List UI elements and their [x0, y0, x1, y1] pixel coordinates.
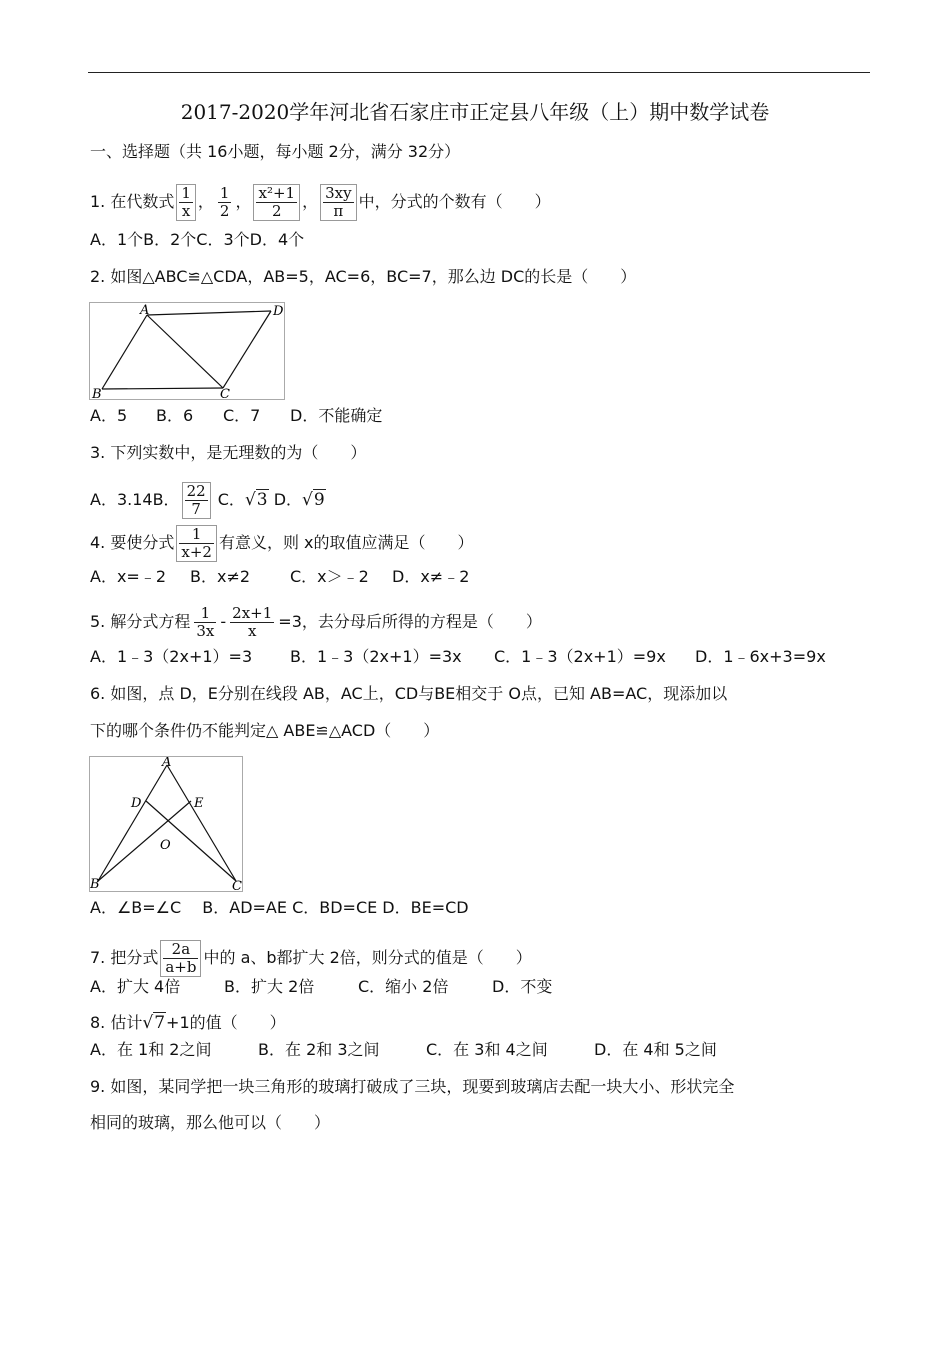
q4-option-c: C．x＞﹣2: [290, 567, 369, 586]
q7-option-a: A．扩大 4倍: [90, 977, 181, 996]
q6-figure-triangle: [89, 756, 243, 892]
question-7: 7. 把分式 $\frac{2a}{a+b}$ 中的 a、b都扩大 2倍，则分式的值是（ ）: [90, 940, 532, 976]
q8-option-c: C．在 3和 4之间: [426, 1040, 548, 1059]
q5-option-b: B．1﹣3（2x+1）=3x: [290, 647, 462, 666]
segment-AC: [167, 765, 236, 881]
q5-fraction-1: $\frac{1}{3x}$: [196, 604, 215, 640]
question-6-line-1: 6. 如图，点 D，E分别在线段 AB，AC上，CD与BE相交于 O点，已知 AB=AC，现添加以: [90, 684, 728, 703]
q8-option-b: B．在 2和 3之间: [258, 1040, 380, 1059]
question-9-line-1: 9. 如图，某同学把一块三角形的玻璃打破成了三块，现要到玻璃店去配一块大小、形状完全: [90, 1077, 735, 1096]
q4-fraction: $\frac{1}{x+2}$: [176, 525, 217, 562]
q4-option-a: A．x=﹣2: [90, 567, 167, 586]
header-rule: [88, 72, 870, 73]
segment-AB: [102, 315, 147, 389]
q4-option-d: D．x≠﹣2: [392, 567, 470, 586]
q2-diagram: [90, 303, 284, 399]
label-C: C: [220, 387, 230, 399]
q5-fraction-2: $\frac{2x+1}{x}$: [232, 604, 273, 640]
question-9-line-2: 相同的玻璃，那么他可以（ ）: [90, 1113, 331, 1132]
q2-option-a: A．5: [90, 406, 128, 425]
question-6-line-2: 下的哪个条件仍不能判定△ ABE≌△ACD（ ）: [90, 721, 440, 740]
q1-fraction-3: $\frac{\text{x²+1}}{2}$: [253, 184, 300, 221]
label-E: E: [194, 796, 204, 811]
label-D: D: [273, 304, 284, 319]
label-B: B: [92, 387, 102, 399]
label-D: D: [131, 796, 142, 811]
question-5: 5. 解分式方程 $\frac{1}{3x}$ - $\frac{2x+1}{x}$ =3，去分母后所得的方程是（ ）: [90, 604, 542, 640]
label-O: O: [160, 838, 171, 853]
question-8: 8. 估计√7+1的值（ ）: [90, 1013, 286, 1033]
label-A: A: [140, 303, 150, 318]
segment-BC: [102, 388, 223, 389]
q3-sqrt-9: √9: [302, 490, 325, 510]
segment-DC: [223, 311, 271, 388]
q3-options: A．3.14B． $\frac{22}{7}$ C．√3 D．√9: [90, 482, 325, 518]
q1-fraction-4: $\frac{3xy}{\pi}$: [320, 184, 356, 221]
q3-fraction: $\frac{22}{7}$: [182, 482, 211, 519]
q6-options: A．∠B=∠C B．AD=AE C．BD=CE D．BE=CD: [90, 898, 469, 917]
q7-option-d: D．不变: [492, 977, 553, 996]
q1-tail: 中，分式的个数有（ ）: [358, 192, 551, 211]
q7-option-b: B．扩大 2倍: [224, 977, 315, 996]
question-2: 2. 如图△ABC≌△CDA，AB=5，AC=6，BC=7，那么边 DC的长是（ ）: [90, 267, 637, 286]
q8-sqrt-7: √7: [142, 1013, 166, 1033]
q8-option-d: D．在 4和 5之间: [594, 1040, 717, 1059]
label-C: C: [232, 879, 242, 891]
question-1: 1. 在代数式 $\frac{1}{x}$ ， $\frac{1}{2}$ ， $\frac{\text{x²+1}}{2}$ ， $\frac{3xy}{\pi}$ 中，分式的个数有（ ）: [90, 184, 551, 220]
question-3: 3. 下列实数中，是无理数的为（ ）: [90, 443, 367, 462]
q2-option-b: B．6: [156, 406, 194, 425]
q8-option-a: A．在 1和 2之间: [90, 1040, 212, 1059]
q1-lead: 1. 在代数式: [90, 192, 175, 211]
q1-fraction-2: $\frac{1}{2}$: [219, 184, 230, 220]
segment-AC: [147, 315, 223, 388]
segment-BE: [98, 801, 191, 881]
label-A: A: [162, 757, 172, 770]
label-B: B: [90, 877, 100, 891]
q3-sqrt-3: √3: [244, 490, 268, 510]
q5-option-c: C．1﹣3（2x+1）=9x: [494, 647, 666, 666]
q5-option-d: D．1﹣6x+3=9x: [695, 647, 826, 666]
q2-option-d: D．不能确定: [290, 406, 383, 425]
segment-AD: [147, 311, 271, 315]
q2-option-c: C．7: [223, 406, 261, 425]
q7-fraction: $\frac{2a}{a+b}$: [160, 940, 201, 977]
question-4: 4. 要使分式 $\frac{1}{x+2}$ 有意义，则 x的取值应满足（ ）: [90, 525, 474, 561]
q1-options: A．1个B．2个C．3个D．4个: [90, 230, 305, 249]
q2-figure-parallelogram: [89, 302, 285, 400]
q7-option-c: C．缩小 2倍: [358, 977, 449, 996]
q6-diagram: [90, 757, 242, 891]
q4-option-b: B．x≠2: [190, 567, 251, 586]
section-heading: 一、选择题（共 16小题，每小题 2分，满分 32分）: [90, 142, 461, 161]
q1-fraction-1: $\frac{1}{x}$: [176, 184, 196, 221]
page-title: 2017-2020学年河北省石家庄市正定县八年级（上）期中数学试卷: [180, 100, 770, 124]
segment-AB: [98, 765, 167, 881]
q5-option-a: A．1﹣3（2x+1）=3: [90, 647, 253, 666]
